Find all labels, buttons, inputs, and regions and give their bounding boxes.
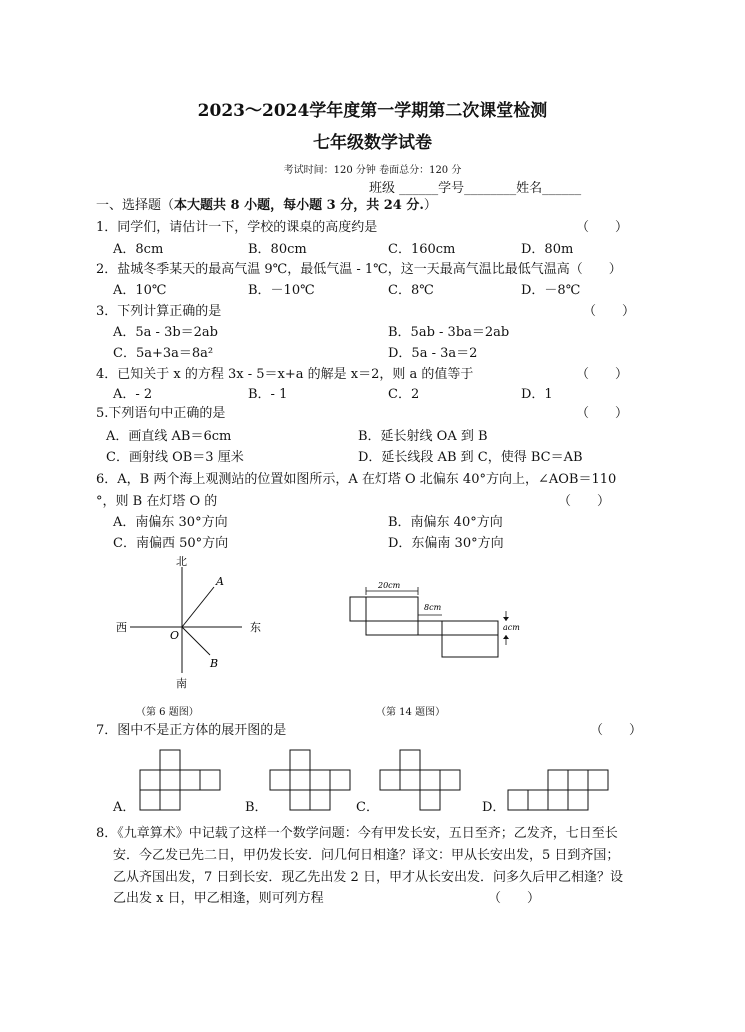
q8-line2: 安．今乙发已先二日，甲仍发长安．问几何日相逢？译文：甲从长安出发，5 日到齐国；	[113, 848, 620, 863]
q5-option-c: C．画射线 OB＝3 厘米	[106, 450, 244, 465]
fig6-a-label: A	[216, 575, 224, 588]
fig14-dim-acm: acm	[503, 623, 520, 632]
exam-subtitle: 七年级数学试卷	[313, 133, 432, 153]
q6-option-a: A．南偏东 30°方向	[113, 515, 228, 530]
fig14-dim-20cm: 20cm	[378, 581, 401, 590]
q6-option-b: B．南偏东 40°方向	[388, 515, 503, 530]
q6-option-c: C．南偏西 50°方向	[113, 536, 229, 551]
q4-option-a: A．- 2	[113, 387, 153, 402]
q7-option-a-label: A．	[113, 800, 136, 815]
q7-answer-paren: （ ）	[590, 723, 643, 738]
q2-option-a: A．10℃	[113, 283, 167, 298]
q2-stem: 2．盐城冬季某天的最高气温 9℃，最低气温 - 1℃，这一天最高气温比最低气温高（ ）	[96, 262, 622, 277]
fig14-dim-8cm: 8cm	[424, 603, 442, 612]
q4-option-b: B．- 1	[248, 387, 288, 402]
q1-answer-paren: （ ）	[576, 220, 629, 235]
q3-option-b: B．5ab - 3ba＝2ab	[388, 325, 510, 340]
q6-stem-line2: °，则 B 在灯塔 O 的	[96, 494, 218, 509]
exam-title: 2023～2024学年度第一学期第二次课堂检测	[197, 101, 548, 121]
q7-net-d	[506, 748, 616, 814]
section-heading	[96, 198, 437, 214]
q7-option-b-label: B．	[245, 800, 268, 815]
exam-info: 考试时间：120 分钟 卷面总分：120 分	[283, 165, 462, 176]
q3-stem: 3．下列计算正确的是	[96, 304, 222, 319]
q7-net-b	[268, 748, 358, 814]
fig6-east-label: 东	[250, 621, 261, 634]
q8-line4: 乙出发 x 日，甲乙相逢，则可列方程	[113, 891, 324, 906]
section-heading-rule: 本大题共 8 小题，每小题 3 分，共 24 分.	[174, 198, 424, 213]
section-heading-prefix: 一、选择题（	[96, 198, 175, 213]
fig6-south-label: 南	[176, 677, 187, 690]
fig14-box-net-diagram	[340, 577, 530, 667]
q6-option-d: D．东偏南 30°方向	[388, 536, 504, 551]
q5-answer-paren: （ ）	[576, 406, 629, 421]
section-heading-suffix: ）	[423, 198, 437, 213]
fig14-caption: （第 14 题图）	[376, 707, 446, 718]
student-info-line: 班级 ______学号________姓名______	[369, 181, 582, 196]
q1-stem: 1．同学们，请估计一下，学校的课桌的高度约是	[96, 220, 378, 235]
q3-option-d: D．5a - 3a＝2	[388, 346, 478, 361]
fig6-west-label: 西	[116, 621, 127, 634]
q8-answer-paren: （ ）	[488, 891, 541, 906]
q2-option-c: C．8℃	[388, 283, 434, 298]
q7-net-c	[378, 748, 474, 814]
q4-stem: 4．已知关于 x 的方程 3x - 5＝x+a 的解是 x＝2，则 a 的值等于	[96, 367, 474, 382]
q7-option-c-label: C．	[356, 800, 379, 815]
q6-stem-line1: 6．A，B 两个海上观测站的位置如图所示，A 在灯塔 O 北偏东 40°方向上，∠AOB＝110	[96, 472, 617, 487]
q5-option-d: D．延长线段 AB 到 C，使得 BC＝AB	[358, 450, 583, 465]
q4-answer-paren: （ ）	[576, 367, 629, 382]
q5-option-b: B．延长射线 OA 到 B	[358, 429, 488, 444]
q1-option-b: B．80cm	[248, 242, 307, 257]
q4-option-d: D．1	[521, 387, 553, 402]
q5-option-a: A．画直线 AB＝6cm	[106, 429, 232, 444]
q7-stem: 7．图中不是正方体的展开图的是	[96, 723, 287, 738]
q2-option-d: D．－8℃	[521, 283, 581, 298]
q1-option-a: A．8cm	[113, 242, 164, 257]
q7-net-a	[138, 748, 228, 814]
fig6-compass-diagram	[110, 555, 270, 695]
q3-option-a: A．5a - 3b＝2ab	[113, 325, 219, 340]
q3-option-c: C．5a+3a＝8a²	[113, 346, 214, 361]
q2-option-b: B．－10℃	[248, 283, 315, 298]
q6-answer-paren: （ ）	[558, 494, 611, 509]
q1-option-c: C．160cm	[388, 242, 456, 257]
q8-line3: 乙从齐国出发，7 日到长安．现乙先出发 2 日，甲才从长安出发．问多久后甲乙相逢？设	[113, 870, 623, 885]
fig6-caption: （第 6 题图）	[136, 707, 199, 718]
fig6-b-label: B	[210, 657, 219, 670]
fig6-north-label: 北	[176, 555, 187, 568]
fig6-o-label: O	[170, 629, 180, 642]
q3-answer-paren: （ ）	[583, 304, 636, 319]
q8-line1: 8．《九章算术》中记载了这样一个数学问题：今有甲发长安，五日至齐；乙发齐，七日至长	[96, 826, 618, 841]
q7-option-d-label: D．	[482, 800, 506, 815]
q5-stem: 5.下列语句中正确的是	[96, 406, 226, 421]
q4-option-c: C．2	[388, 387, 420, 402]
q1-option-d: D．80m	[521, 242, 574, 257]
